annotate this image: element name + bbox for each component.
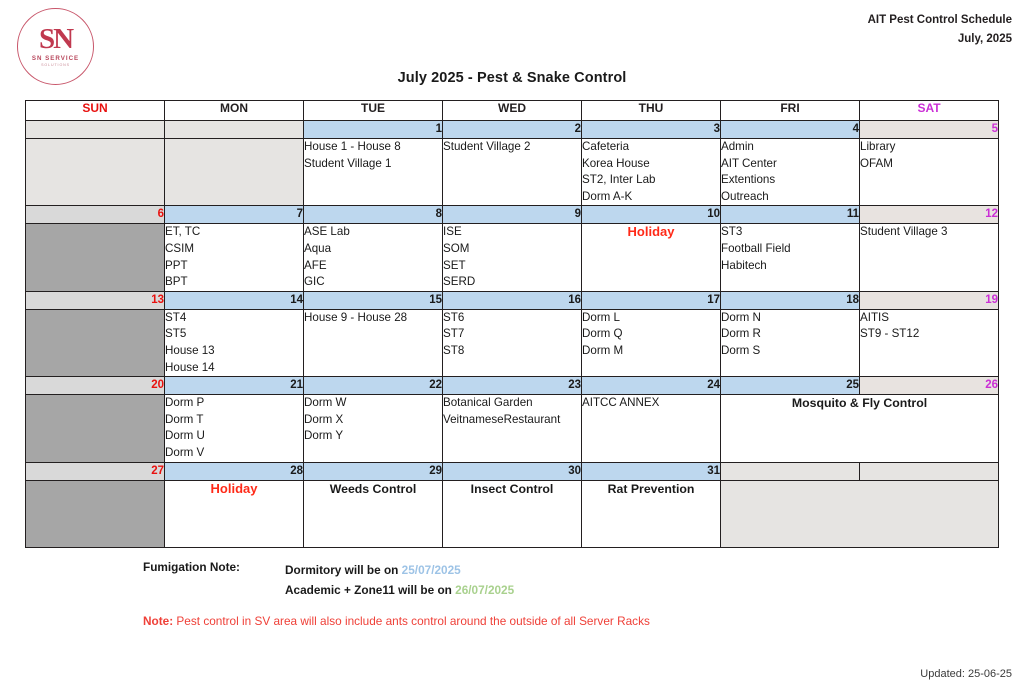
date-number-15: 15 <box>304 291 443 309</box>
header-title: AIT Pest Control Schedule <box>867 14 1012 26</box>
cell-line: Habitech <box>721 258 767 272</box>
date-number-21: 21 <box>165 377 304 395</box>
cell-line: AIT Center <box>721 156 777 170</box>
cell-line: Library <box>860 140 896 153</box>
calendar-cell-weeds-control <box>304 480 443 547</box>
date-number-6: 6 <box>26 206 165 224</box>
calendar-cell-day <box>582 139 721 206</box>
calendar-cell-day <box>721 309 860 376</box>
week-content-row <box>26 224 999 291</box>
week-content-row <box>26 395 999 462</box>
date-number-23: 23 <box>443 377 582 395</box>
cell-line: ISE <box>443 225 462 239</box>
cell-line: Dorm W <box>304 396 347 410</box>
calendar-cell-holiday <box>582 224 721 291</box>
date-number-empty <box>721 462 860 480</box>
date-number-8: 8 <box>304 206 443 224</box>
date-number-20: 20 <box>26 377 165 395</box>
cell-line: Dorm R <box>721 327 761 341</box>
date-number-9: 9 <box>443 206 582 224</box>
date-number-12: 12 <box>860 206 999 224</box>
cell-center-label: Weeds Control <box>329 481 417 496</box>
calendar-cell-day <box>443 309 582 376</box>
cell-line: Korea House <box>582 156 650 170</box>
day-header-fri: FRI <box>721 101 860 121</box>
calendar-cell-day <box>304 224 443 291</box>
cell-line: Student Village 1 <box>304 156 392 170</box>
fumigation-dormitory-line <box>285 560 514 580</box>
cell-line: Dorm N <box>721 310 761 324</box>
cell-line: PPT <box>165 258 188 272</box>
cell-line: Botanical Garden <box>443 396 533 410</box>
day-header-wed: WED <box>443 101 582 121</box>
week-number-row <box>26 291 999 309</box>
week-content-row <box>26 309 999 376</box>
date-number-empty <box>860 462 999 480</box>
logo-monogram: SN <box>38 23 73 56</box>
cell-line: ST4 <box>165 310 187 324</box>
calendar-cell-sunday-blocked <box>26 309 165 376</box>
date-number-empty <box>165 121 304 139</box>
updated-timestamp: Updated: 25-06-25 <box>920 668 1012 680</box>
cell-line: Aqua <box>304 241 332 255</box>
cell-center-label: Rat Prevention <box>607 481 695 496</box>
fumigation-dormitory-text: Dormitory will be on <box>285 563 399 577</box>
calendar-cell-insect-control <box>443 480 582 547</box>
date-number-22: 22 <box>304 377 443 395</box>
calendar-cell-day <box>165 309 304 376</box>
cell-line: ST8 <box>443 343 465 357</box>
cell-line: ET, TC <box>165 225 201 239</box>
fumigation-note-lines <box>285 560 514 600</box>
date-number-13: 13 <box>26 291 165 309</box>
cell-line: Student Village 3 <box>860 225 948 239</box>
date-number-17: 17 <box>582 291 721 309</box>
cell-line: Dorm M <box>582 343 624 357</box>
cell-line: ST2, Inter Lab <box>582 173 656 187</box>
calendar-table <box>25 100 999 548</box>
cell-line: Dorm V <box>165 445 205 459</box>
logo-company-name: SN SERVICE <box>31 55 80 63</box>
cell-line: ASE Lab <box>304 225 350 239</box>
cell-line: House 13 <box>165 343 215 357</box>
date-number-2: 2 <box>443 121 582 139</box>
date-number-10: 10 <box>582 206 721 224</box>
week-number-row <box>26 462 999 480</box>
day-header-sat: SAT <box>860 101 999 121</box>
date-number-24: 24 <box>582 377 721 395</box>
calendar-body <box>26 121 999 548</box>
calendar-cell-holiday <box>165 480 304 547</box>
calendar-cell-day <box>165 395 304 462</box>
date-number-27: 27 <box>26 462 165 480</box>
cell-line: Dorm U <box>165 429 205 443</box>
cell-line: ST6 <box>443 310 465 324</box>
cell-line: ST3 <box>721 225 743 239</box>
cell-line: SERD <box>443 275 476 289</box>
day-header-tue: TUE <box>304 101 443 121</box>
date-number-25: 25 <box>721 377 860 395</box>
cell-line: House 1 - House 8 <box>304 140 401 153</box>
day-header-thu: THU <box>582 101 721 121</box>
cell-line: Dorm Y <box>304 429 344 443</box>
cell-line: Dorm T <box>165 412 204 426</box>
cell-line: Football Field <box>721 241 791 255</box>
week-content-row <box>26 480 999 547</box>
cell-line: Dorm L <box>582 310 621 324</box>
cell-line: ST5 <box>165 327 187 341</box>
week-content-row <box>26 139 999 206</box>
calendar-cell-day <box>721 139 860 206</box>
cell-line: Cafeteria <box>582 140 630 153</box>
date-number-30: 30 <box>443 462 582 480</box>
calendar-cell-sunday-blocked <box>26 139 165 206</box>
note-label: Note: <box>143 614 174 628</box>
date-number-18: 18 <box>721 291 860 309</box>
date-number-28: 28 <box>165 462 304 480</box>
cell-line: House 14 <box>165 360 215 374</box>
cell-line: Dorm P <box>165 396 205 410</box>
cell-line: Outreach <box>721 189 769 203</box>
calendar-cell-day <box>582 395 721 462</box>
fumigation-academic-date: 26/07/2025 <box>455 583 515 597</box>
calendar-day-header-row <box>26 101 999 121</box>
cell-line: AITCC ANNEX <box>582 396 660 410</box>
cell-line: GIC <box>304 275 325 289</box>
day-header-mon: MON <box>165 101 304 121</box>
date-number-4: 4 <box>721 121 860 139</box>
calendar-cell-day <box>860 224 999 291</box>
fumigation-dormitory-date: 25/07/2025 <box>401 563 461 577</box>
cell-center-label: Insect Control <box>470 481 554 496</box>
calendar-cell-sunday-blocked <box>26 480 165 547</box>
fumigation-academic-text: Academic + Zone11 will be on <box>285 583 452 597</box>
note-text: Pest control in SV area will also include ants control around the outside of all Server Racks <box>173 614 650 628</box>
week-number-row <box>26 377 999 395</box>
calendar-cell-day <box>582 309 721 376</box>
cell-line: Dorm S <box>721 343 761 357</box>
calendar-cell-day <box>304 395 443 462</box>
calendar-cell-day <box>860 139 999 206</box>
server-racks-note <box>143 614 650 628</box>
logo-company-tagline: SOLUTIONS <box>41 62 70 67</box>
calendar-cell-day <box>304 139 443 206</box>
calendar-cell-rat-prevention <box>582 480 721 547</box>
cell-line: SET <box>443 258 466 272</box>
date-number-26: 26 <box>860 377 999 395</box>
date-number-31: 31 <box>582 462 721 480</box>
cell-line: OFAM <box>860 156 893 170</box>
date-number-7: 7 <box>165 206 304 224</box>
date-number-19: 19 <box>860 291 999 309</box>
calendar-cell-sunday-blocked <box>26 224 165 291</box>
cell-center-label: Mosquito & Fly Control <box>791 396 928 411</box>
calendar-cell-day <box>721 224 860 291</box>
fumigation-note-label: Fumigation Note: <box>143 560 240 574</box>
calendar-cell-day <box>443 224 582 291</box>
date-number-11: 11 <box>721 206 860 224</box>
week-number-row <box>26 206 999 224</box>
calendar-cell-day <box>304 309 443 376</box>
cell-line: Dorm X <box>304 412 344 426</box>
date-number-empty <box>26 121 165 139</box>
calendar-cell-mosquito-fly-control <box>721 395 999 462</box>
calendar-cell-day <box>165 139 304 206</box>
calendar-cell-day <box>443 395 582 462</box>
fumigation-academic-line <box>285 580 514 600</box>
calendar-cell-day <box>860 309 999 376</box>
cell-line: Student Village 2 <box>443 140 531 153</box>
date-number-3: 3 <box>582 121 721 139</box>
calendar-cell-day <box>721 480 999 547</box>
cell-line: ST9 - ST12 <box>860 327 920 341</box>
cell-line: House 9 - House 28 <box>304 310 408 324</box>
cell-center-label: Holiday <box>210 480 258 496</box>
calendar-cell-day <box>165 224 304 291</box>
cell-line: VeitnameseRestaurant <box>443 412 561 426</box>
calendar-cell-day <box>443 139 582 206</box>
date-number-1: 1 <box>304 121 443 139</box>
calendar-title: July 2025 - Pest & Snake Control <box>397 70 627 86</box>
cell-line: ST7 <box>443 327 465 341</box>
cell-line: AITIS <box>860 310 889 324</box>
cell-line: Admin <box>721 140 754 153</box>
document-header <box>868 11 1012 49</box>
date-number-16: 16 <box>443 291 582 309</box>
cell-line: CSIM <box>165 241 194 255</box>
cell-center-label: Holiday <box>627 224 675 240</box>
cell-line: BPT <box>165 275 188 289</box>
cell-line: SOM <box>443 241 470 255</box>
cell-line: Dorm Q <box>582 327 623 341</box>
week-number-row <box>26 121 999 139</box>
date-number-5: 5 <box>860 121 999 139</box>
date-number-14: 14 <box>165 291 304 309</box>
calendar-cell-sunday-blocked <box>26 395 165 462</box>
date-number-29: 29 <box>304 462 443 480</box>
cell-line: Dorm A-K <box>582 189 633 203</box>
day-header-sun: SUN <box>26 101 165 121</box>
header-month-year: July, 2025 <box>957 32 1012 45</box>
cell-line: AFE <box>304 258 327 272</box>
cell-line: Extentions <box>721 173 776 187</box>
